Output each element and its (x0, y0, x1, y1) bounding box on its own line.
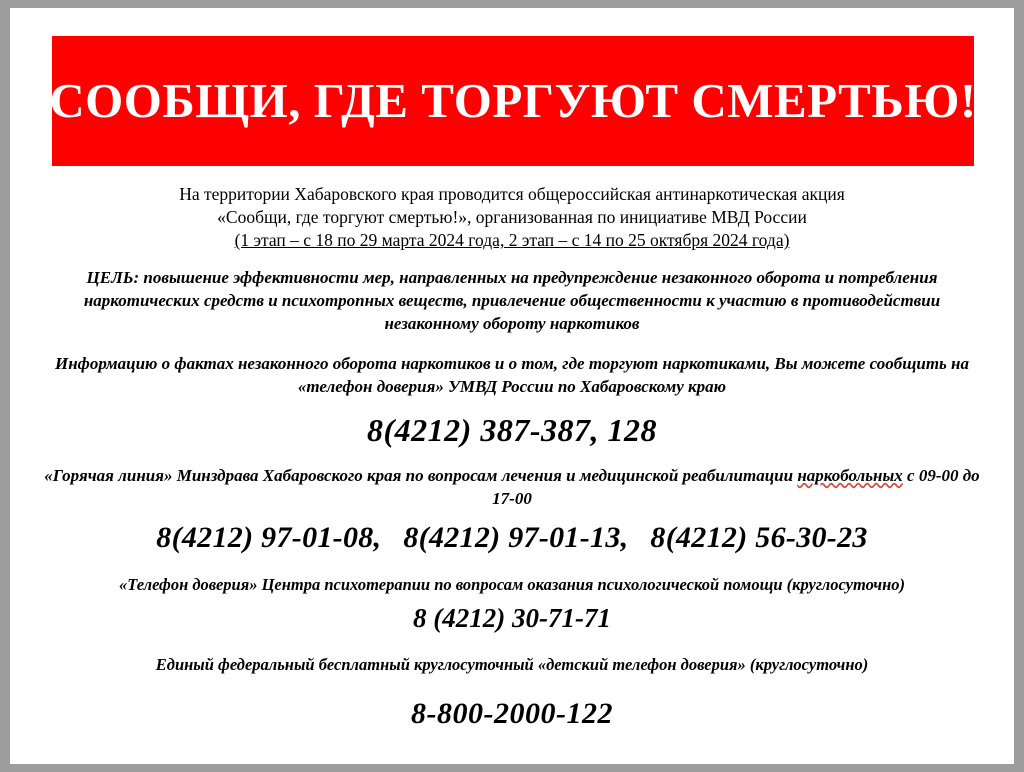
info-paragraph (40, 353, 984, 399)
phone-minzdrav-3: 8(4212) 56-30-23 (650, 521, 868, 555)
phone-minzdrav-1: 8(4212) 97-01-08, (156, 521, 382, 555)
info-line-2: Вы можете сообщить на «телефон доверия» УМВД России по Хабаровскому краю (297, 354, 969, 397)
intro-line-2: «Сообщи, где торгуют смертью!», организованная по инициативе МВД России (217, 207, 807, 228)
hotline-line-2-after: с 09-00 до 17-00 (492, 466, 980, 509)
hotline-line-2-underlined: наркобольных (797, 466, 903, 486)
psychotherapy-paragraph: «Телефон доверия» Центра психотерапии по вопросам оказания психологической помощи (круглосуточно) (118, 574, 905, 594)
poster-page (10, 8, 1014, 764)
intro-line-3-stages: (1 этап – с 18 по 29 марта 2024 года, 2 этап – с 14 по 25 октября 2024 года) (234, 230, 790, 251)
info-line-1: Информацию о фактах незаконного оборота наркотиков и о том, где торгуют наркотиками, (54, 354, 771, 374)
phone-psychotherapy: 8 (4212) 30-71-71 (413, 603, 611, 634)
phone-child-line: 8-800-2000-122 (411, 696, 613, 730)
intro-paragraph (40, 183, 984, 252)
hotline-line-2 (492, 466, 980, 508)
poster-banner (49, 36, 977, 166)
hotline-phones-row (40, 518, 984, 558)
hotline-line-1: «Горячая линия» Минздрава Хабаровского края по вопросам лечения (44, 466, 562, 486)
phone-mvd: 8(4212) 387-387, 128 (367, 411, 657, 448)
hotline-line-2-before: и медицинской реабилитации (566, 466, 798, 486)
goal-paragraph: ЦЕЛЬ: повышение эффективности мер, направленных на предупреждение незаконного оборота и потребления наркотических средств и психотропных веществ, привлечение общественности к участию в противодействии незаконному обороту наркотиков (83, 268, 941, 333)
child-line-paragraph: Единый федеральный бесплатный круглосуточный «детский телефон доверия» (круглосуточно) (155, 655, 869, 675)
intro-line-1: На территории Хабаровского края проводится общероссийская антинаркотическая акция (179, 184, 845, 204)
phone-minzdrav-2: 8(4212) 97-01-13, (403, 521, 629, 555)
poster-title: СООБЩИ, ГДЕ ТОРГУЮТ СМЕРТЬЮ! (49, 73, 977, 129)
hotline-paragraph (40, 465, 984, 511)
poster-content (40, 183, 984, 733)
